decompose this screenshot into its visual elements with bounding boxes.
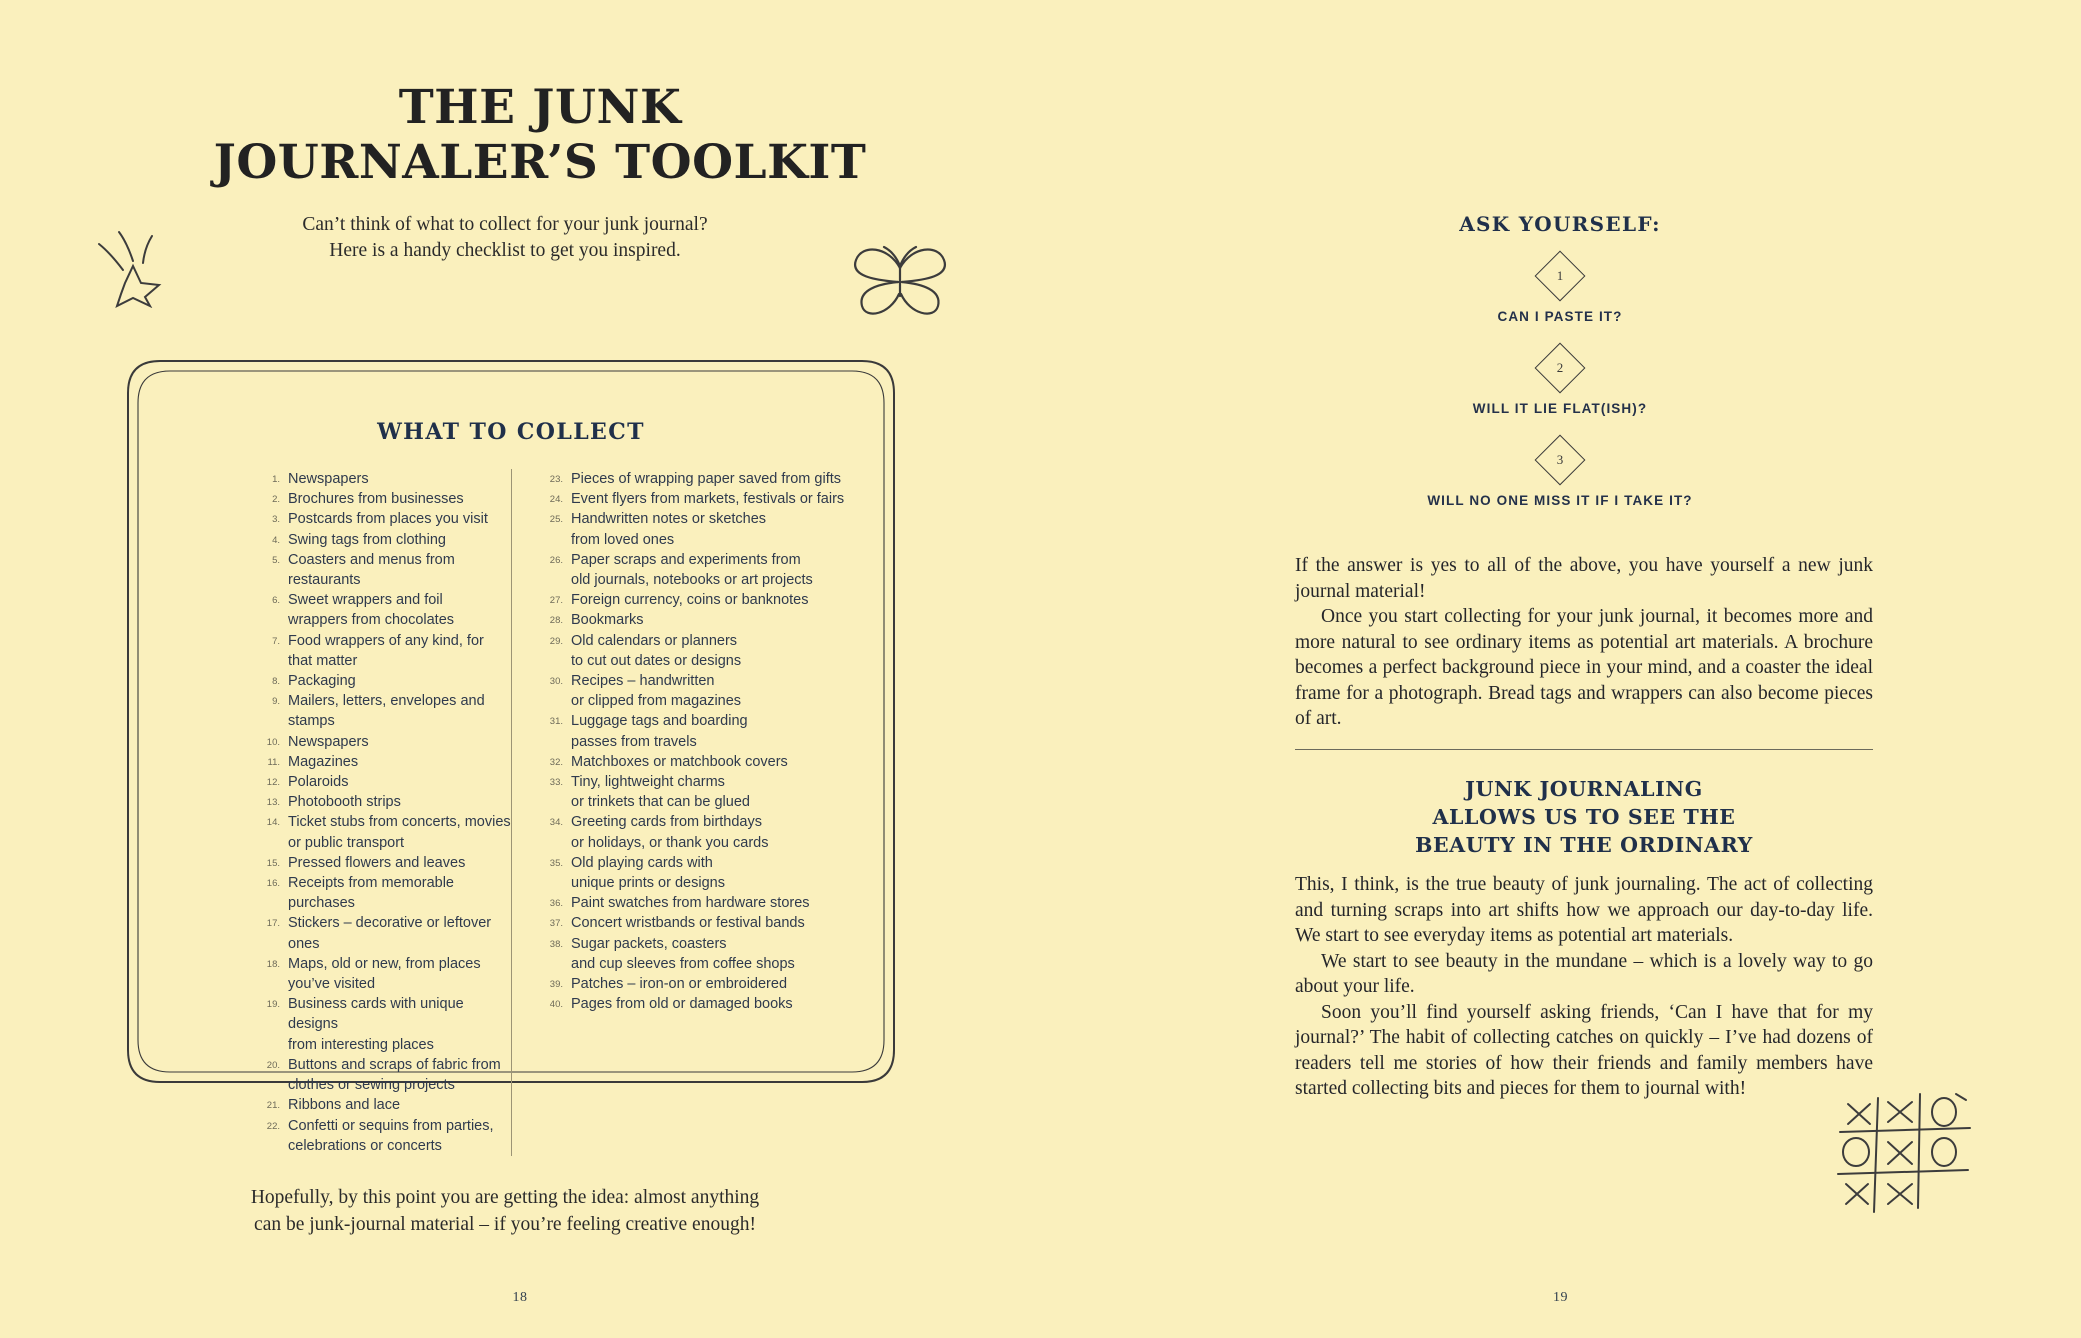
ask-step-2-number: 2 (1556, 360, 1564, 375)
page-number-left: 18 (512, 1290, 528, 1305)
list-item-number: 7. (272, 635, 280, 647)
diamond-number-icon-3 (1535, 435, 1586, 486)
list-item-number: 13. (266, 797, 280, 809)
footer-note (190, 1185, 820, 1238)
list-item-line: Newspapers (288, 471, 369, 487)
list-item (254, 853, 511, 873)
list-item-line: Sweet wrappers and foil (288, 592, 443, 609)
list-item-text (288, 489, 511, 509)
list-item-number: 24. (549, 494, 563, 506)
list-item-text (571, 590, 896, 610)
list-item-line: Maps, old or new, from places (288, 955, 481, 972)
list-item-line: celebrations or concerts (288, 1137, 442, 1154)
page-number-right: 19 (1553, 1290, 1568, 1305)
list-item (537, 590, 896, 610)
list-item (537, 752, 896, 772)
what-to-collect-panel (126, 359, 896, 1154)
list-item-line: Patches – iron-on or embroidered (571, 976, 788, 993)
list-item (537, 711, 896, 751)
page-title-line-2: JOURNALER’S TOOLKIT (213, 135, 867, 190)
shooting-star-icon (95, 228, 185, 313)
footer-note-line-2: can be junk-journal material – if you’re feeling creative enough! (254, 1213, 756, 1235)
list-item-line: Handwritten notes or sketches (571, 511, 767, 528)
list-item-line: unique prints or designs (571, 875, 725, 892)
list-item (537, 974, 896, 994)
list-item-number: 39. (549, 979, 563, 991)
list-item-text (571, 469, 896, 489)
list-item-number: 19. (266, 999, 280, 1011)
list-item (537, 671, 896, 711)
list-item-text (571, 853, 896, 893)
list-item-line: Event flyers from markets, festivals or fairs (571, 491, 845, 508)
list-item-line: from loved ones (571, 531, 675, 548)
list-item-text (571, 812, 896, 852)
list-item (254, 752, 511, 772)
list-item (254, 509, 511, 529)
list-item (254, 1095, 511, 1115)
list-item-number: 16. (266, 878, 280, 890)
list-item-number: 11. (267, 756, 280, 768)
list-item-number: 9. (272, 696, 280, 708)
list-item-line: to cut out dates or designs (571, 652, 742, 669)
list-item-line: Bookmarks (571, 612, 644, 629)
list-item-text (288, 732, 511, 752)
list-item-number: 20. (266, 1059, 280, 1071)
list-item-text (288, 509, 511, 529)
list-item-line: Foreign currency, coins or banknotes (571, 592, 809, 609)
list-item-number: 25. (549, 514, 563, 526)
footer-note-line-1: Hopefully, by this point you are getting the idea: almost anything (250, 1187, 760, 1208)
list-item (254, 1055, 511, 1095)
diamond-number-icon-1 (1535, 251, 1586, 302)
list-item-text (571, 893, 896, 913)
ask-step-3-number: 3 (1556, 452, 1564, 467)
list-item (537, 812, 896, 852)
list-item-line: or clipped from magazines (571, 693, 742, 710)
list-item (254, 691, 511, 731)
closing-paragraph-3: Soon you’ll find yourself asking friends, ‘Can I have that for my journal?’ The habit of collecting catches on quickly – I’ve had dozens of readers tell me stories of how their friends and family members have started collecting bits and pieces for them to journal with! (1295, 1001, 1873, 1099)
ask-yourself-heading: ASK YOURSELF: (1459, 212, 1661, 236)
list-item-text (571, 509, 896, 549)
list-item-line: Swing tags from clothing (288, 531, 446, 548)
list-item-number: 21. (266, 1100, 280, 1112)
ask-step-3 (1280, 442, 1840, 508)
list-item-text (288, 913, 511, 953)
page-left (0, 0, 1040, 1338)
list-item (254, 812, 511, 852)
list-item-text (288, 590, 511, 630)
list-item-text (288, 772, 511, 792)
tic-tac-toe-icon (1830, 1090, 1980, 1225)
list-item (537, 610, 896, 630)
list-item-line: Ticket stubs from concerts, movies (288, 814, 511, 831)
list-item (537, 934, 896, 974)
pull-quote (1295, 775, 1873, 859)
list-item (254, 1116, 511, 1156)
list-item-number: 34. (549, 817, 563, 829)
list-item-number: 28. (549, 615, 563, 627)
list-item-line: Paint swatches from hardware stores (571, 895, 810, 912)
list-item (254, 550, 511, 590)
list-item-text (571, 631, 896, 671)
list-item-text (288, 1095, 511, 1115)
list-item-number: 40. (549, 999, 563, 1011)
list-item-line: Pressed flowers and leaves (288, 854, 466, 871)
list-item-line: Buttons and scraps of fabric from (288, 1056, 501, 1073)
list-item-text (288, 469, 511, 489)
closing-paragraphs (1295, 872, 1873, 1102)
list-item (254, 994, 511, 1055)
ask-step-1-number: 1 (1556, 268, 1564, 283)
list-item (254, 792, 511, 812)
list-item-text (288, 631, 511, 671)
list-item-text (571, 711, 896, 751)
checklist-column-right (511, 469, 896, 1156)
list-item-number: 29. (549, 635, 563, 647)
list-item (254, 671, 511, 691)
list-item-line: Coasters and menus from restaurants (288, 551, 455, 589)
list-item-line: Ribbons and lace (288, 1097, 401, 1114)
list-item-text (288, 873, 511, 913)
list-item-text (571, 994, 896, 1014)
list-item (254, 631, 511, 671)
list-item-line: Concert wristbands or festival bands (571, 915, 805, 932)
checklist-heading: WHAT TO COLLECT (377, 419, 645, 445)
list-item-line: Photobooth strips (288, 794, 401, 811)
list-item-line: Postcards from places you visit (288, 511, 488, 528)
ask-step-1-label: CAN I PASTE IT? (1497, 309, 1623, 324)
list-item (254, 469, 511, 489)
list-item-line: and cup sleeves from coffee shops (571, 955, 795, 972)
checklist-columns (126, 469, 896, 1156)
list-item (254, 590, 511, 630)
list-item (537, 772, 896, 812)
list-item-line: Recipes – handwritten (571, 673, 715, 690)
list-item-line: Newspapers (288, 733, 369, 750)
list-item-text (571, 752, 896, 772)
list-item-number: 14. (266, 817, 280, 829)
list-item-line: old journals, notebooks or art projects (571, 572, 813, 589)
list-item-number: 27. (549, 595, 563, 607)
list-item-line: Mailers, letters, envelopes and stamps (288, 693, 485, 730)
list-item-line: Pages from old or damaged books (571, 996, 793, 1013)
list-item (254, 732, 511, 752)
list-item-line: Sugar packets, coasters (571, 935, 727, 952)
checklist-column-left (126, 469, 511, 1156)
list-item (254, 530, 511, 550)
list-item-line: Old playing cards with (571, 854, 713, 871)
butterfly-icon (840, 238, 960, 333)
list-item-line: Business cards with unique designs (288, 996, 464, 1033)
list-item (254, 913, 511, 953)
list-item (537, 913, 896, 933)
list-item-number: 5. (272, 554, 280, 566)
list-item-text (288, 954, 511, 994)
list-item-line: from interesting places (288, 1036, 434, 1053)
list-item-text (571, 610, 896, 630)
closing-paragraph-2: We start to see beauty in the mundane – which is a lovely way to go about your life. (1295, 950, 1873, 997)
page-title (190, 81, 890, 190)
list-item-text (288, 994, 511, 1055)
list-item-number: 12. (266, 777, 280, 789)
list-item-number: 4. (272, 534, 280, 546)
list-item-line: Food wrappers of any kind, for that matter (288, 632, 484, 669)
list-item-text (288, 752, 511, 772)
list-item-text (571, 934, 896, 974)
list-item-line: wrappers from chocolates (288, 612, 455, 629)
list-item-text (288, 853, 511, 873)
list-item-line: or trinkets that can be glued (571, 794, 750, 811)
list-item-number: 26. (549, 554, 563, 566)
list-item-text (571, 772, 896, 812)
list-item-number: 37. (549, 918, 563, 930)
list-item-line: Matchboxes or matchbook covers (571, 753, 788, 770)
list-item-line: or public transport (288, 834, 405, 851)
list-item-text (288, 1055, 511, 1095)
list-item-line: Confetti or sequins from parties, (288, 1117, 494, 1134)
list-item-text (288, 671, 511, 691)
page-subtitle-line-1: Can’t think of what to collect for your junk journal? (302, 214, 708, 235)
list-item-number: 15. (266, 857, 280, 869)
list-item-text (288, 792, 511, 812)
list-item-line: Luggage tags and boarding (571, 713, 748, 730)
list-item-line: Stickers – decorative or leftover ones (288, 915, 492, 952)
list-item-line: Brochures from businesses (288, 491, 464, 508)
closing-paragraph-1: This, I think, is the true beauty of junk journaling. The act of collecting and turning scraps into art shifts how we approach our day-to-day life. We start to see everyday items as potential art materials. (1295, 874, 1873, 946)
list-item (537, 631, 896, 671)
list-item-line: or holidays, or thank you cards (571, 834, 769, 851)
list-item-text (288, 812, 511, 852)
list-item-number: 22. (266, 1120, 280, 1132)
ask-step-2 (1280, 350, 1840, 416)
list-item-line: Tiny, lightweight charms (571, 774, 725, 791)
list-item-text (571, 974, 896, 994)
list-item-text (288, 530, 511, 550)
list-item-number: 30. (549, 676, 563, 688)
list-item-number: 23. (549, 474, 563, 485)
list-item-line: Old calendars or planners (571, 632, 738, 649)
list-item-number: 35. (549, 857, 563, 869)
list-item-number: 3. (272, 514, 280, 526)
list-item-number: 1. (272, 474, 280, 485)
answer-paragraph-2: Once you start collecting for your junk journal, it becomes more and more natural to see ordinary items as potential art materials. A brochure becomes a perfect background piece in your mind, and a coaster the ideal frame for a photograph. Bread tags and wrappers can also become pieces of art. (1295, 606, 1873, 729)
section-divider (1295, 749, 1873, 750)
list-item-number: 18. (266, 958, 280, 970)
list-item-line: Greeting cards from birthdays (571, 814, 762, 831)
list-item-text (288, 1116, 511, 1156)
list-item (537, 853, 896, 893)
ask-step-3-label: WILL NO ONE MISS IT IF I TAKE IT? (1427, 493, 1693, 508)
list-item (254, 489, 511, 509)
list-item (537, 994, 896, 1014)
list-item-number: 2. (272, 494, 280, 506)
list-item-line: you’ve visited (288, 976, 376, 993)
list-item-line: Paper scraps and experiments from (571, 551, 801, 568)
ask-step-2-label: WILL IT LIE FLAT(ISH)? (1472, 401, 1648, 416)
list-item-number: 36. (549, 898, 563, 910)
page-subtitle-line-2: Here is a handy checklist to get you inspired. (329, 240, 681, 262)
list-item-line: Packaging (288, 673, 356, 690)
list-item-text (571, 913, 896, 933)
list-item-number: 38. (549, 938, 563, 950)
list-item-line: clothes or sewing projects (288, 1077, 455, 1094)
answer-paragraphs (1295, 553, 1873, 732)
list-item (537, 509, 896, 549)
list-item-text (571, 489, 896, 509)
diamond-number-icon-2 (1535, 343, 1586, 394)
list-item-text (571, 671, 896, 711)
list-item-number: 10. (266, 736, 280, 748)
list-item-line: Pieces of wrapping paper saved from gifts (571, 471, 841, 487)
list-item-line: passes from travels (571, 733, 697, 750)
list-item-line: Polaroids (288, 774, 349, 791)
list-item-text (571, 550, 896, 590)
list-item-number: 17. (266, 918, 280, 930)
list-item-line: Magazines (288, 753, 359, 770)
list-item-number: 8. (272, 676, 280, 688)
pull-quote-line-1: JUNK JOURNALING (1465, 777, 1703, 801)
pull-quote-line-3: BEAUTY IN THE ORDINARY (1415, 833, 1753, 857)
list-item (254, 954, 511, 994)
list-item (537, 550, 896, 590)
list-item (254, 873, 511, 913)
list-item (254, 772, 511, 792)
ask-step-1 (1280, 258, 1840, 324)
list-item-number: 31. (549, 716, 563, 728)
page-subtitle (190, 212, 820, 265)
list-item-text (288, 550, 511, 590)
page-title-line-1: THE JUNK (398, 80, 682, 136)
list-item-number: 32. (549, 756, 563, 768)
list-item-line: Receipts from memorable purchases (288, 875, 454, 912)
list-item (537, 469, 896, 489)
list-item-number: 6. (272, 595, 280, 607)
list-item-number: 33. (549, 777, 563, 789)
answer-paragraph-1: If the answer is yes to all of the above, you have yourself a new junk journal material! (1295, 555, 1873, 602)
list-item (537, 893, 896, 913)
pull-quote-line-2: ALLOWS US TO SEE THE (1432, 805, 1736, 829)
list-item (537, 489, 896, 509)
list-item-text (288, 691, 511, 731)
